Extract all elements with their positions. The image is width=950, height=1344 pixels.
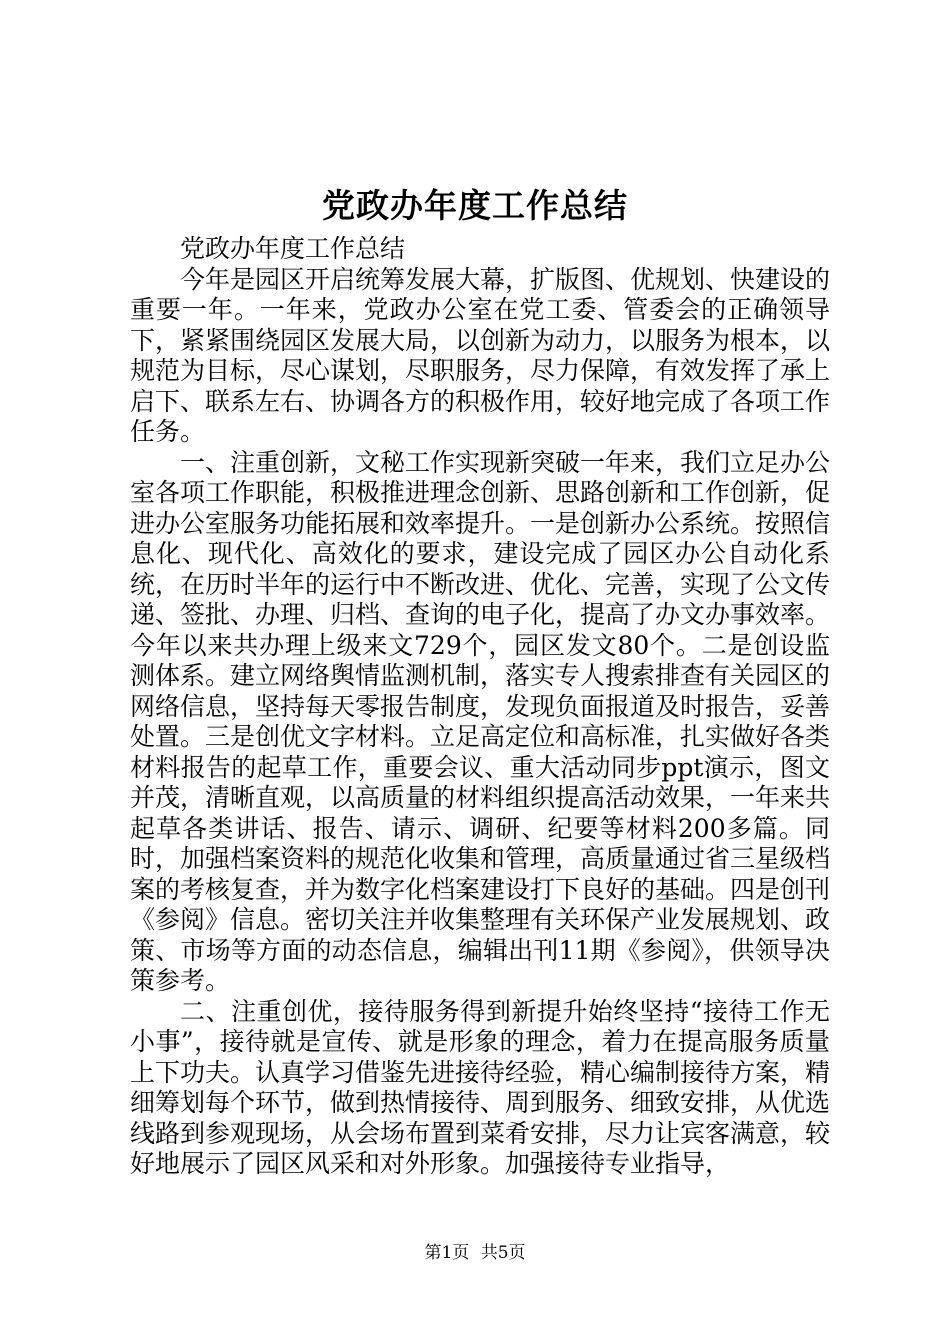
document-body [130,234,830,1180]
paragraph-subtitle: 党政办年度工作总结 [180,234,406,263]
paragraph-section-two: 二、注重创优，接待服务得到新提升始终坚持“接待工作无小事”，接待就是宣传、就是形象的理念，着力在提高服务质量上下功夫。认真学习借鉴先进接待经验，精心编制接待方案，精细筹划每个环节，做到热情接待、周到服务、细致安排，从优选线路到参观现场，从会场布置到菜肴安排，尽力让宾客满意，较好地展示了园区风采和对外形象。加强接待专业指导， [130,996,831,1178]
document-title: 党政办年度工作总结 [322,186,628,225]
page-footer [0,1241,950,1265]
page-total: 共5页 [480,1243,526,1263]
paragraph-section-one: 一、注重创新，文秘工作实现新突破一年来，我们立足办公室各项工作职能，积极推进理念创新、思路创新和工作创新，促进办公室服务功能拓展和效率提升。一是创新办公系统。按照信息化、现代化、高效化的要求，建设完成了园区办公自动化系统，在历时半年的运行中不断改进、优化、完善，实现了公文传递、签批、办理、归档、查询的电子化，提高了办文办事效率。今年以来共办理上级来文729个，园区发文80个。二是创设监测体系。建立网络舆情监测机制，落实专人搜索排查有关园区的网络信息，坚持每天零报告制度，发现负面报道及时报告，妥善处置。三是创优文字材料。立足高定位和高标准，扎实做好各类材料报告的起草工作，重要会议、重大活动同步ppt演示，图文并茂，清晰直观，以高质量的材料组织提高活动效果，一年来共起草各类讲话、报告、请示、调研、纪要等材料200多篇。同时，加强档案资料的规范化收集和管理，高质量通过省三星级档案的考核复查，并为数字化档案建设打下良好的基础。四是创刊《参阅》信息。密切关注并收集整理有关环保产业发展规划、政策、市场等方面的动态信息，编辑出刊11期《参阅》，供领导决策参考。 [130,447,831,995]
paragraph-intro: 今年是园区开启统筹发展大幕，扩版图、优规划、快建设的重要一年。一年来，党政办公室在党工委、管委会的正确领导下，紧紧围绕园区发展大局，以创新为动力，以服务为根本，以规范为目标，尽心谋划，尽职服务，尽力保障，有效发挥了承上启下、联系左右、协调各方的积极作用，较好地完成了各项工作任务。 [130,264,831,446]
page-number: 第1页 [424,1243,470,1263]
